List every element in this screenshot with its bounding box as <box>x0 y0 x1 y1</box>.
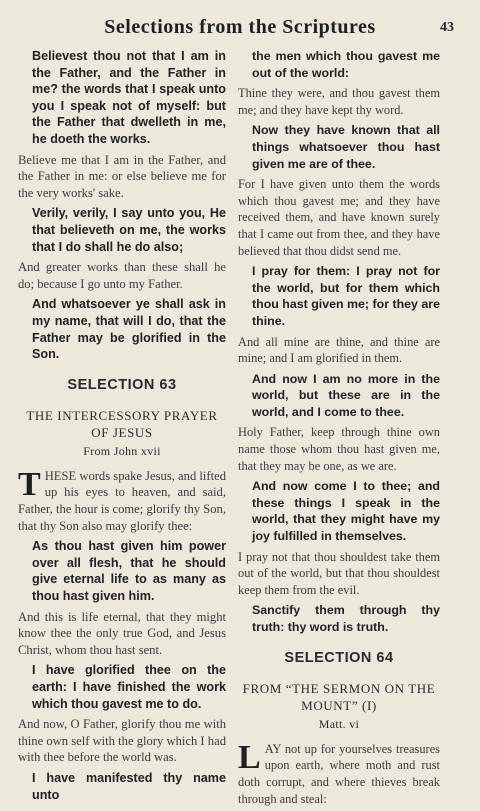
leader-paragraph: Believe me that I am in the Father, and the Father in me: or else believe me for the very works' sake. <box>18 152 226 200</box>
responsive-paragraph: the men which thou gavest me out of the world: <box>252 49 440 80</box>
leader-paragraph: I pray not that thou shouldest take them out of the world, but that thou shouldest keep them from the evil. <box>238 549 440 597</box>
responsive-paragraph: And whatsoever ye shall ask in my name, that will I do, that the Father may be glorified in the Son. <box>32 297 226 362</box>
left-column <box>18 48 226 807</box>
leader-paragraph: Holy Father, keep through thine own name those whom thou hast given me, that they may be one, as we are. <box>238 425 440 473</box>
responsive-paragraph: Now they have known that all things whatsoever thou hast given me are of thee. <box>252 123 440 171</box>
selection-heading: SELECTION 63 <box>67 376 177 393</box>
selection-heading: SELECTION 64 <box>284 649 394 666</box>
right-column <box>238 48 440 811</box>
responsive-paragraph: And now I am no more in the world, but these are in the world, and I come to thee. <box>252 371 440 419</box>
page-number: 43 <box>440 20 454 35</box>
selection-title: THE INTERCESSORY PRAYER OF JESUS <box>26 408 218 441</box>
selection-title: FROM “THE SERMON ON THE MOUNT” (I) <box>242 681 436 714</box>
page-header <box>0 14 480 44</box>
responsive-paragraph: Verily, verily, I say unto you, He that believeth on me, the works that I do shall he do also; <box>32 206 226 254</box>
dropcap-paragraph-text: AY not up for yourselves treasures upon earth, where moth and rust doth corrupt, and where thieves break through and steal: <box>238 741 440 806</box>
responsive-paragraph: Believest thou not that I am in the Father, and the Father in me? the words that I speak unto you I speak not of myself: but the Father that dwelleth in me, he doeth the works. <box>32 49 226 146</box>
drop-cap-letter: L <box>238 738 261 776</box>
responsive-paragraph: And now come I to thee; and these things I speak in the world, that they might have my joy fulfilled in themselves. <box>252 479 440 544</box>
selection-source: Matt. vi <box>318 717 360 732</box>
leader-paragraph: And this is life eternal, that they might know thee the only true God, and Jesus Christ, whom thou hast sent. <box>18 609 226 657</box>
responsive-paragraph: As thou hast given him power over all flesh, that he should give eternal life to as many as thou hast given him. <box>32 539 226 604</box>
responsive-paragraph: I pray for them: I pray not for the world, but for them which thou hast given me; for they are thine. <box>252 264 440 328</box>
responsive-paragraph: I have manifested thy name unto <box>32 770 226 802</box>
selection-source: From John xvii <box>83 444 161 459</box>
dropcap-paragraph <box>18 465 226 534</box>
drop-cap-letter: T <box>18 465 41 503</box>
leader-paragraph: And greater works than these shall he do; because I go unto my Father. <box>18 260 226 291</box>
responsive-paragraph: Sanctify them through thy truth: thy word is truth. <box>252 603 440 634</box>
dropcap-paragraph <box>238 738 440 807</box>
leader-paragraph: For I have given unto them the words which thou gavest me; and they have received them, and have known surely that I came out from thee, and they have believed that thou didst send me. <box>238 177 440 258</box>
leader-paragraph: And all mine are thine, and thine are mine; and I am glorified in them. <box>238 334 440 366</box>
leader-paragraph: Thine they were, and thou gavest them me; and they have kept thy word. <box>238 86 440 117</box>
leader-paragraph: And now, O Father, glorify thou me with thine own self with the glory which I had with thee before the world was. <box>18 717 226 765</box>
page-title: Selections from the Scriptures <box>104 16 376 38</box>
dropcap-paragraph-text: HESE words spake Jesus, and lifted up his eyes to heaven, and said, Father, the hour is come; glorify thy Son, that thy Son also may glorify thee: <box>18 468 226 533</box>
responsive-paragraph: I have glorified thee on the earth: I have finished the work which thou gavest me to do. <box>32 663 226 711</box>
